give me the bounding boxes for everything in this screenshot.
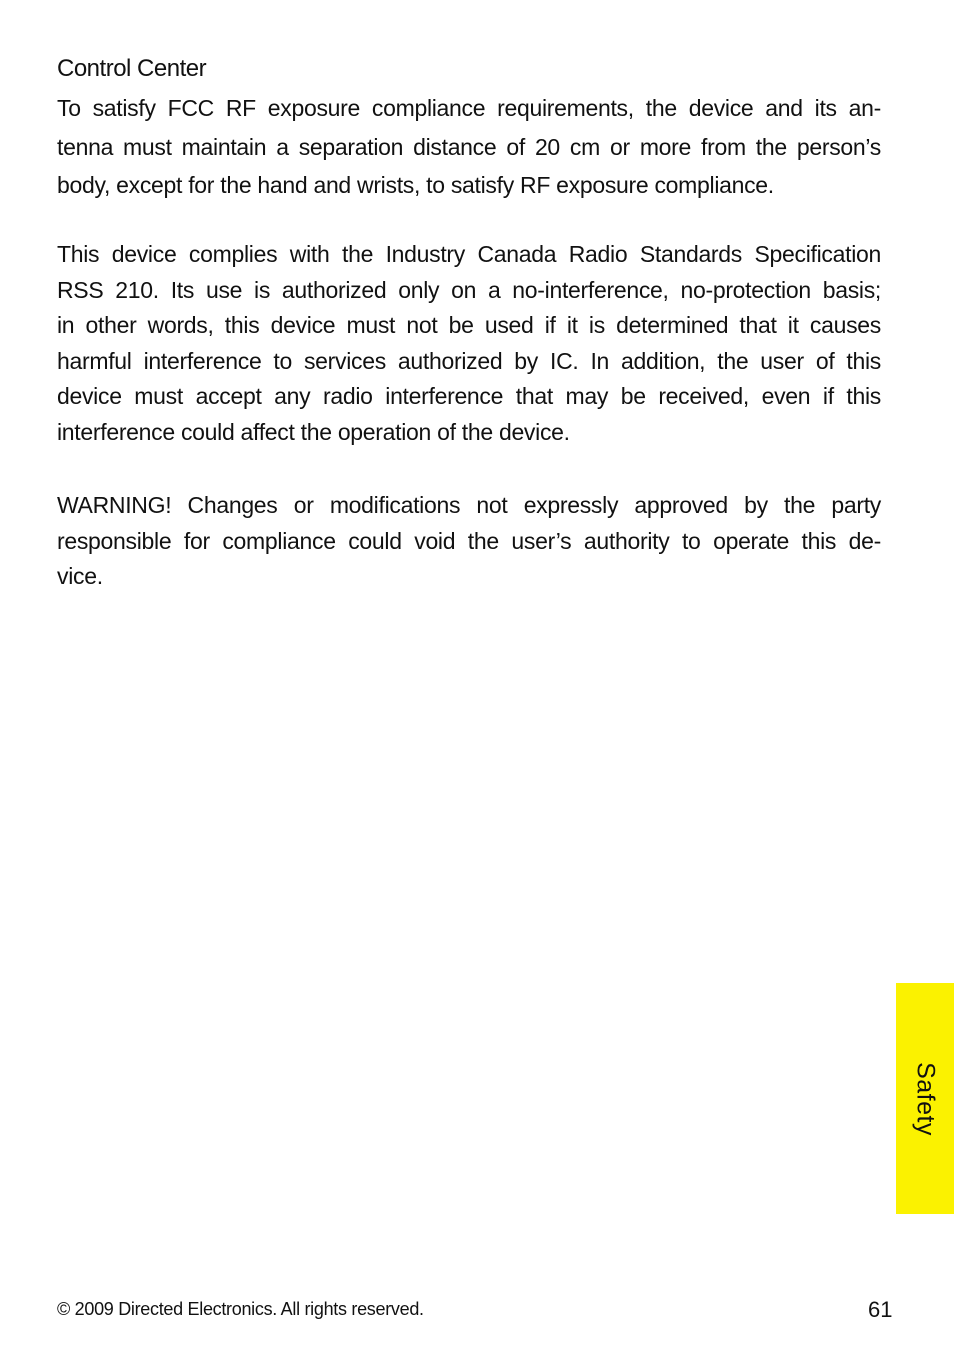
- paragraph-line: To satisfy FCC RF exposure compliance requirements, the device and its an-: [57, 95, 881, 121]
- warning-first-line: [57, 488, 881, 524]
- paragraph-line: in other words, this device must not be used if it is determined that it causes: [57, 312, 881, 338]
- side-tab-label: Safety: [911, 1061, 940, 1136]
- section-side-tab: [896, 983, 954, 1214]
- paragraph-line: harmful interference to services authorized by IC. In addition, the user of this: [57, 347, 881, 374]
- industry-canada-paragraph: [57, 237, 881, 450]
- fcc-exposure-paragraph: [57, 89, 881, 205]
- paragraph-line: vice.: [57, 563, 103, 589]
- paragraph-line: responsible for compliance could void the user’s authority to operate this de-: [57, 527, 881, 554]
- page-number: 61: [868, 1297, 893, 1322]
- section-title: Control Center: [57, 55, 207, 82]
- warning-label: WARNING!: [57, 492, 172, 518]
- paragraph-line: device must accept any radio interference that may be received, even if this: [57, 383, 881, 409]
- footer-copyright: © 2009 Directed Electronics. All rights reserved.: [57, 1299, 424, 1319]
- paragraph-line: body, except for the hand and wrists, to satisfy RF exposure compliance.: [57, 172, 774, 198]
- warning-paragraph: [57, 488, 881, 595]
- paragraph-line: interference could affect the operation of the device.: [57, 418, 570, 445]
- warning-first-line-text: Changes or modifications not expressly approved by the party: [171, 492, 881, 518]
- paragraph-line: RSS 210. Its use is authorized only on a no-interference, no-protection basis;: [57, 276, 881, 303]
- paragraph-line: This device complies with the Industry Canada Radio Standards Specification: [57, 241, 881, 267]
- paragraph-line: tenna must maintain a separation distance of 20 cm or more from the person’s: [57, 133, 881, 160]
